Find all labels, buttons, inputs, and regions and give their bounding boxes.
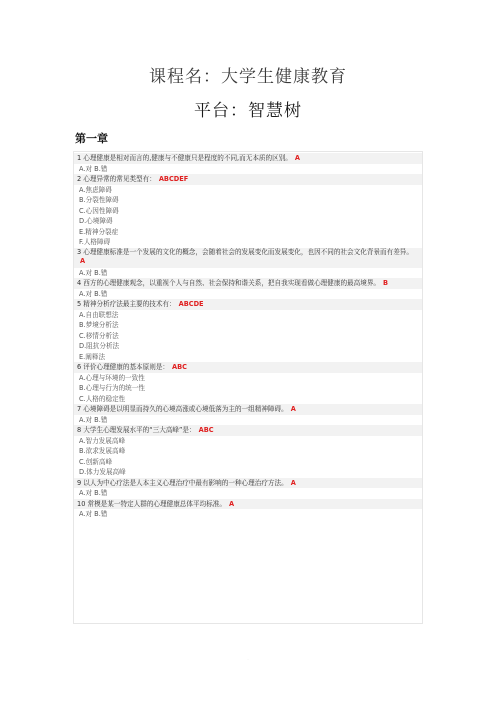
- option-row: A.智力发展高峰: [79, 436, 126, 445]
- question-row: [74, 425, 422, 436]
- question-row: [74, 153, 422, 164]
- option-row: A.心理与环境的一致性: [79, 373, 145, 382]
- question-text: 8 大学生心理发展水平的“三大高峰”是：: [77, 426, 196, 434]
- option-row: D.阻抗分析法: [79, 342, 120, 350]
- question-text: 5 精神分析疗法最主要的技术有：: [77, 300, 176, 308]
- option-row: B.分裂性障碍: [79, 196, 119, 204]
- question-row: [74, 248, 422, 268]
- question-text: 2 心理异常的常见类型有：: [77, 175, 156, 183]
- question-text: 7 心境障碍是以明显而持久的心境高涨或心境低落为主的一组精神障碍。: [77, 405, 288, 413]
- option-row: F.人格障碍: [79, 238, 111, 246]
- option-row: A.焦虑障碍: [79, 185, 112, 194]
- answer-key: A: [290, 405, 296, 413]
- course-title: 课程名：大学生健康教育: [149, 67, 347, 87]
- platform-title: 平台：智慧树: [194, 101, 302, 121]
- option-row: A.对 B.错: [79, 415, 108, 424]
- option-row: B.欲求发展高峰: [79, 447, 126, 455]
- answer-key: A: [80, 257, 86, 265]
- option-row: B.心理与行为的统一性: [79, 384, 145, 392]
- answer-key: ABCDE: [178, 300, 204, 308]
- question-row: [74, 478, 422, 489]
- answer-key: A: [228, 499, 235, 508]
- answer-key: ABC: [172, 363, 187, 371]
- question-row: [74, 174, 422, 185]
- question-row: [74, 299, 422, 310]
- option-row: D.体力发展高峰: [79, 468, 126, 476]
- option-row: A.对 B.错: [79, 289, 108, 298]
- question-text: 1 心理健康是相对而言的,健康与不健康只是程度的不同,而无本质的区别。: [77, 154, 292, 162]
- option-row: B.梦境分析法: [79, 321, 119, 329]
- answer-key: ABCDEF: [158, 175, 189, 183]
- option-row: C.创新高峰: [79, 457, 113, 466]
- option-row: A.自由联想法: [79, 310, 119, 319]
- page-footer-mark: ·: [247, 657, 249, 662]
- question-text: 6 评价心理健康的基本原则是：: [77, 363, 170, 371]
- option-row: A.对 B.错: [79, 510, 108, 518]
- option-row: C.人格的稳定性: [79, 394, 126, 403]
- question-text: 9 以人为中心疗法是人本主义心理治疗中最有影响的一种心理治疗方法。: [77, 478, 288, 487]
- question-row: [74, 278, 422, 289]
- answer-key: A: [294, 154, 300, 162]
- option-row: C.移情分析法: [79, 331, 119, 340]
- option-row: A.对 B.错: [79, 268, 108, 277]
- option-row: E.阐释法: [79, 352, 106, 361]
- option-row: A.对 B.错: [79, 164, 108, 173]
- question-text: 10 常模是某一特定人群的心理健康总体平均标准。: [77, 499, 226, 508]
- option-row: C.心因性障碍: [79, 206, 119, 215]
- question-text: 4 西方的心理健康观念，以重视个人与自然、社会保持和谐关系，把自我实现看做心理健康的最高境界。: [77, 279, 381, 287]
- answer-key: A: [290, 478, 296, 487]
- question-text: 3 心理健康标准是一个发展的文化的概念，会随着社会的发展变化而发展变化，也因不同的社会文化背景而有差异。: [77, 247, 413, 256]
- question-row: [74, 362, 422, 373]
- option-row: D.心境障碍: [79, 217, 113, 225]
- option-row: A.对 B.错: [79, 489, 108, 497]
- chapter-heading: 第一章: [75, 132, 108, 145]
- option-row: E.精神分裂症: [79, 227, 119, 236]
- question-row: [74, 499, 422, 510]
- question-row: [74, 404, 422, 415]
- answer-key: B: [383, 279, 389, 287]
- question-table: [73, 151, 423, 624]
- answer-key: ABC: [198, 426, 214, 434]
